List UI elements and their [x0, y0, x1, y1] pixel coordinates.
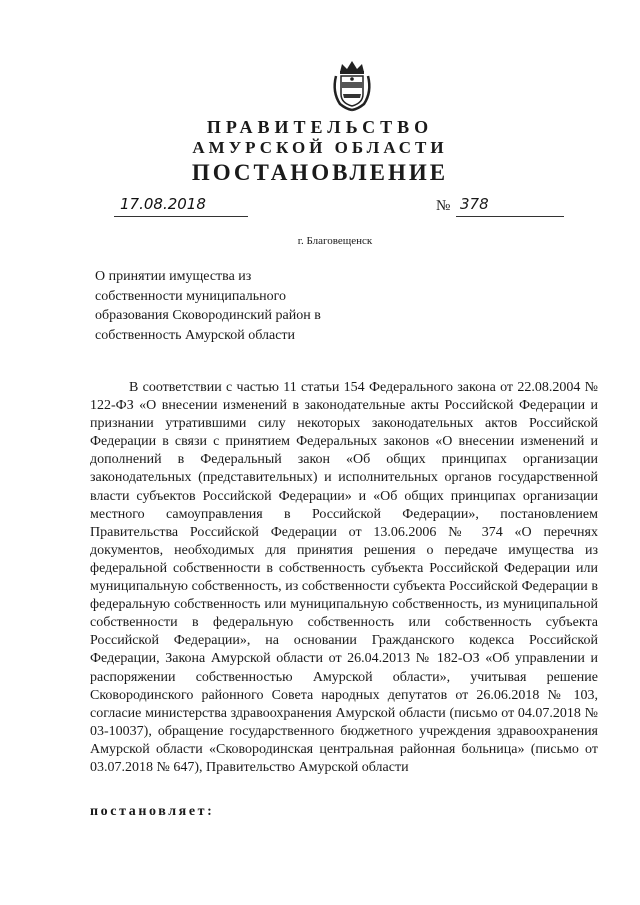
- region-title: АМУРСКОЙ ОБЛАСТИ: [192, 138, 448, 157]
- subject-line: собственность Амурской области: [95, 327, 296, 343]
- document-subject: [95, 267, 365, 345]
- subject-line: собственности муниципального: [95, 288, 286, 304]
- document-type: ПОСТАНОВЛЕНИЕ: [191, 160, 449, 185]
- body-paragraph: В соответствии с частью 11 статьи 154 Федерального закона от 22.08.2004 № 122-ФЗ «О внесении изменений в законодательные акты Российской Федерации и признании утратившими силу некоторых законодательных актов Российской Федерации в связи с принятием Федеральных законов «О внесении изменений и дополнений в Федеральный закон «Об общих принципах организации законодательных (представительных) и исполнительных органов государственной власти субъектов Российской Федерации» и «Об общих принципах организации местного самоуправления в Российской Федерации», постановлением Правительства Российской Федерации от 13.06.2006 № 374 «О перечнях документов, необходимых для принятия решения о передаче имущества из федеральной собственности в собственность субъекта Российской Федерации или муниципальную собственность, из собственности субъекта Российской Федерации в федеральную собственность или муниципальную собственность, из муниципальной собственности в федеральную собственность или собственность субъекта Российской Федерации», на основании Гражданского кодекса Российской Федерации, Закона Амурской области от 26.04.2013 № 182-ОЗ «Об управлении и распоряжении собственностью Амурской области», учитывая решение Сковородинского районного Совета народных депутатов от 26.06.2018 № 103, согласие министерства здравоохранения Амурской области (письмо от 04.07.2018 № 03-10037), обращение государственного бюджетного учреждения здравоохранения Амурской области «Сковородинская центральная районная больница» (письмо от 03.07.2018 № 647), Правительство Амурской области: [90, 380, 598, 775]
- government-title: ПРАВИТЕЛЬСТВО: [206, 117, 434, 137]
- coat-of-arms-icon: [330, 58, 374, 112]
- document-date: 17.08.2018: [114, 195, 248, 217]
- document-number: 378: [456, 195, 564, 217]
- resolution-word: постановляет:: [90, 804, 215, 819]
- subject-line: О принятии имущества из: [95, 269, 252, 284]
- subject-line: образования Сковородинский район в: [95, 308, 321, 323]
- city: г. Благовещенск: [297, 235, 373, 247]
- number-label: №: [436, 198, 451, 214]
